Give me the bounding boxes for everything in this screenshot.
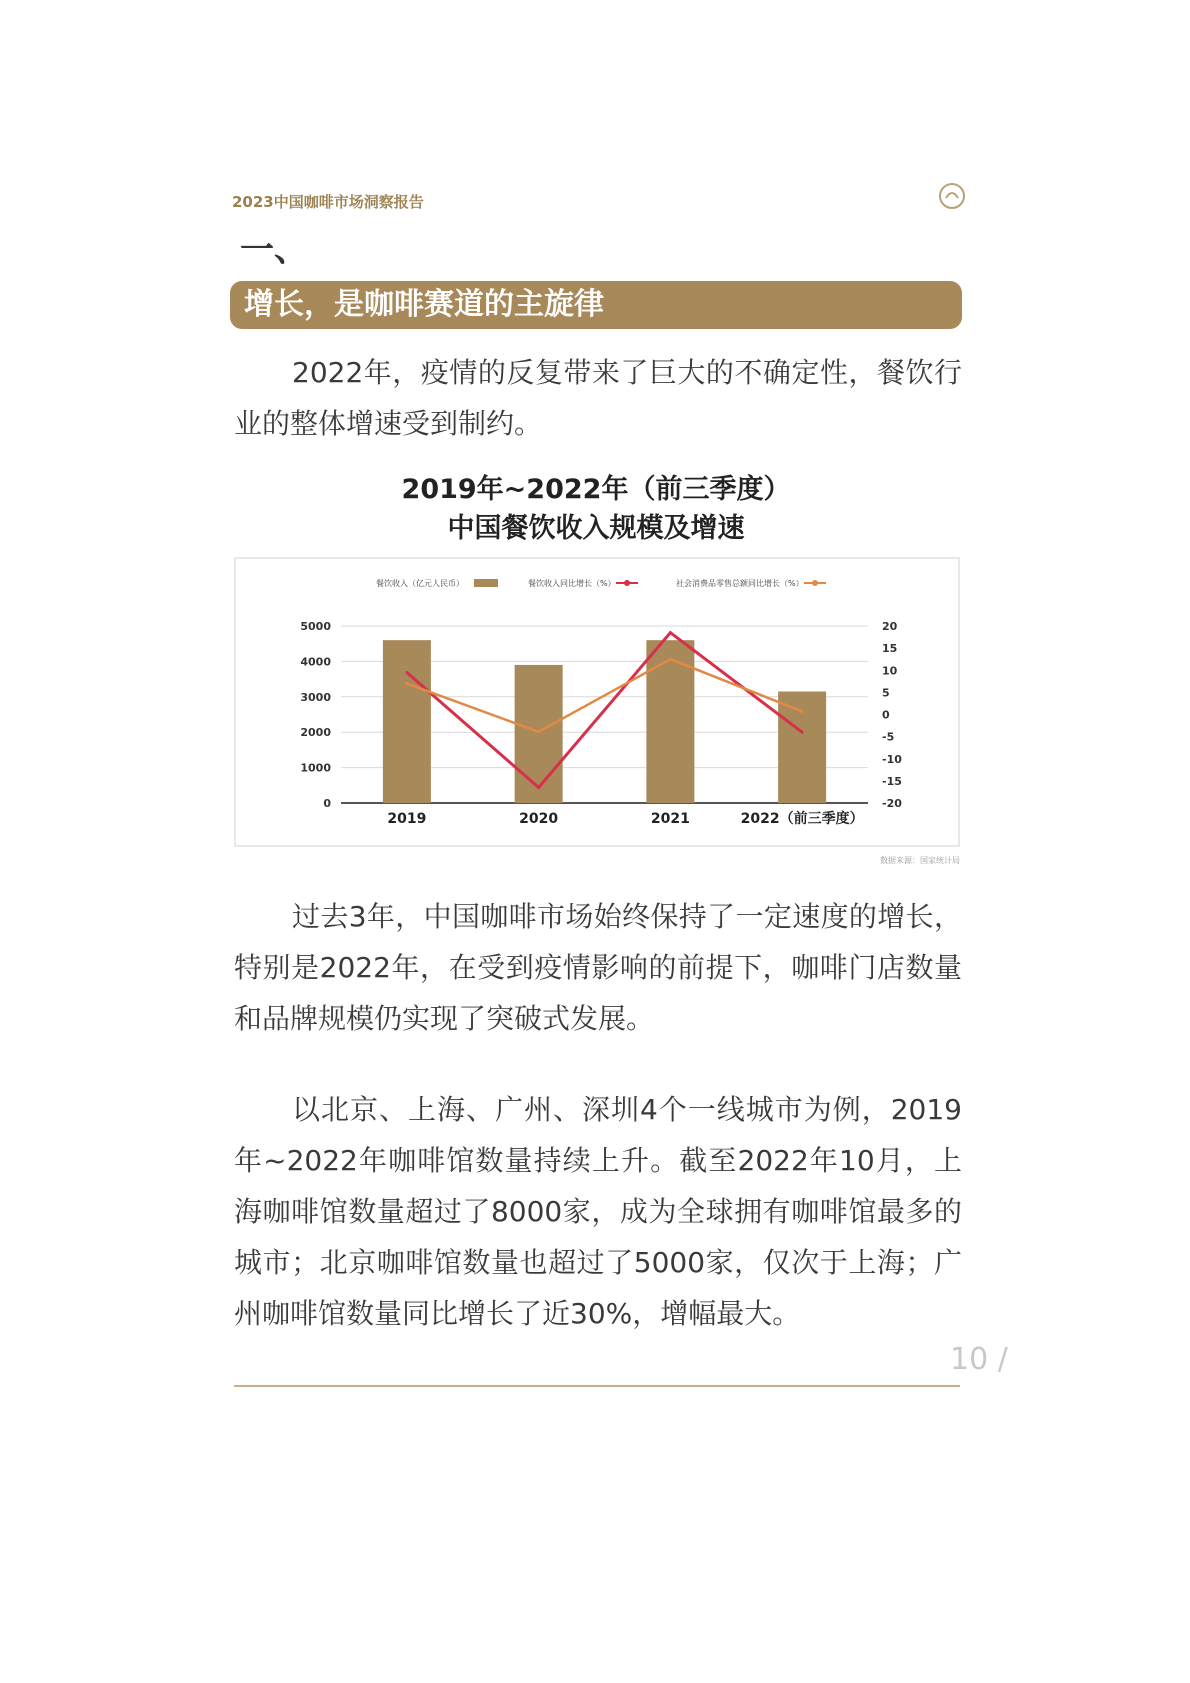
chart [236,559,958,845]
legend-swatch-marker [624,580,630,586]
legend-swatch-bar [474,579,498,587]
legend-swatch-marker [812,580,818,586]
chart-frame [234,557,960,847]
legend-label: 餐饮收入同比增长（%） [528,579,616,588]
bar-2019 [383,640,431,803]
right-axis-tick-label: -5 [882,730,895,744]
left-axis-tick-label: 3000 [300,690,331,704]
paragraph-3: 以北京、上海、广州、深圳4个一线城市为例，2019年~2022年咖啡馆数量持续上升。截至2022年10月，上海咖啡馆数量超过了8000家，成为全球拥有咖啡馆最多的城市；北京咖啡馆数量也超过了5000家，仅次于上海；广州咖啡馆数量同比增长了近30%，增幅最大。 [234,1093,962,1330]
bar-2022（前三季度） [778,691,826,803]
report-title: 2023中国咖啡市场洞察报告 [232,193,424,211]
right-axis-tick-label: 15 [882,642,898,656]
series-point-2 [669,658,672,661]
section-title: 增长，是咖啡赛道的主旋律 [244,287,604,322]
left-axis-tick-label: 1000 [300,761,331,775]
bottom-divider [234,1385,960,1387]
paragraph-2: 过去3年，中国咖啡市场始终保持了一定速度的增长，特别是2022年，在受到疫情影响的前提下，咖啡门店数量和品牌规模仍实现了突破式发展。 [234,900,962,1035]
x-axis-label: 2021 [650,811,690,827]
brand-logo-icon [938,182,966,210]
right-axis-tick-label: 20 [882,620,898,633]
right-axis-tick-label: -10 [882,752,902,766]
series-line-1 [407,633,802,788]
left-axis-tick-label: 2000 [300,726,331,740]
left-axis-tick-label: 4000 [300,655,331,669]
x-axis-label: 2022（前三季度） [740,811,864,827]
series-point-2 [405,682,408,685]
x-axis-label: 2020 [519,811,559,827]
right-axis-tick-label: 0 [882,708,890,722]
section-title-banner [230,281,962,329]
section-number: 一、 [240,230,308,270]
series-point-1 [669,631,672,634]
series-point-1 [801,731,804,734]
right-axis-tick-label: -20 [882,797,902,810]
chart-source: 数据来源：国家统计局 [880,856,960,865]
series-point-1 [537,786,540,789]
right-axis-tick-label: -15 [882,774,902,788]
legend-label: 社会消费品零售总额同比增长（%） [676,579,804,588]
left-axis-tick-label: 5000 [300,620,331,633]
bar-2020 [515,665,563,803]
paragraph-1: 2022年，疫情的反复带来了巨大的不确定性，餐饮行业的整体增速受到制约。 [234,356,962,440]
series-line-2 [407,659,802,732]
series-point-2 [801,710,804,713]
legend-label: 餐饮收入（亿元人民币） [376,579,464,588]
left-axis-tick-label: 0 [323,797,331,810]
page-number: 10 / [950,1342,1008,1377]
right-axis-tick-label: 10 [882,664,898,678]
chart-title-line-1: 2019年~2022年（前三季度） [401,474,791,505]
series-point-2 [537,730,540,733]
chart-title-line-2: 中国餐饮收入规模及增速 [447,513,745,544]
series-point-1 [405,671,408,674]
right-axis-tick-label: 5 [882,686,890,700]
x-axis-label: 2019 [387,811,427,827]
